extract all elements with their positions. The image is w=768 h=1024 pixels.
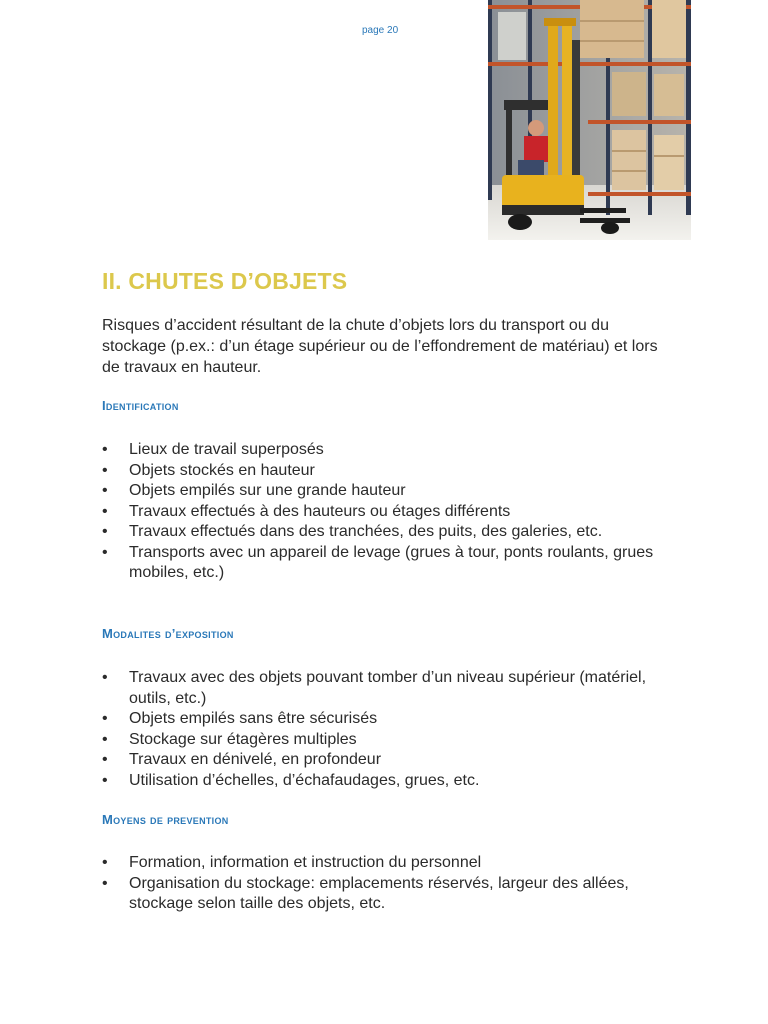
list-item: • Objets empilés sur une grande hauteur bbox=[102, 481, 662, 502]
intro-paragraph: Risques d’accident résultant de la chute d’objets lors du transport ou du stockage (p.ex.: d’un étage supérieur ou de l’effondrement de matériau) et lors de travaux en hauteur. bbox=[102, 317, 658, 376]
list-item: • Organisation du stockage: emplacements réservés, largeur des allées, stockage selon taille des objets, etc. bbox=[102, 874, 662, 915]
list-item: • Objets empilés sans être sécurisés bbox=[102, 709, 662, 730]
identification-list bbox=[102, 440, 662, 584]
subheading-identification: Identification bbox=[102, 398, 179, 413]
prevention-list bbox=[102, 853, 662, 915]
exposition-list bbox=[102, 668, 662, 791]
list-item: • Travaux avec des objets pouvant tomber d’un niveau supérieur (matériel, outils, etc.) bbox=[102, 668, 662, 709]
list-item: • Objets stockés en hauteur bbox=[102, 461, 662, 482]
list-item: • Transports avec un appareil de levage (grues à tour, ponts roulants, grues mobiles, etc.) bbox=[102, 543, 662, 584]
list-item: • Utilisation d’échelles, d’échafaudages, grues, etc. bbox=[102, 771, 662, 792]
list-item: • Lieux de travail superposés bbox=[102, 440, 662, 461]
list-item: • Travaux en dénivelé, en profondeur bbox=[102, 750, 662, 771]
page-number: page 20 bbox=[362, 25, 399, 36]
list-item: • Formation, information et instruction du personnel bbox=[102, 853, 662, 874]
forklift-warehouse-photo bbox=[488, 0, 691, 240]
list-item: • Travaux effectués dans des tranchées, des puits, des galeries, etc. bbox=[102, 522, 662, 543]
list-item: • Stockage sur étagères multiples bbox=[102, 730, 662, 751]
list-item: • Travaux effectués à des hauteurs ou étages différents bbox=[102, 502, 662, 523]
subheading-prevention: Moyens de prevention bbox=[102, 812, 229, 827]
subheading-exposition: Modalites d’exposition bbox=[102, 626, 234, 641]
section-title: II. CHUTES D’OBJETS bbox=[102, 268, 348, 294]
